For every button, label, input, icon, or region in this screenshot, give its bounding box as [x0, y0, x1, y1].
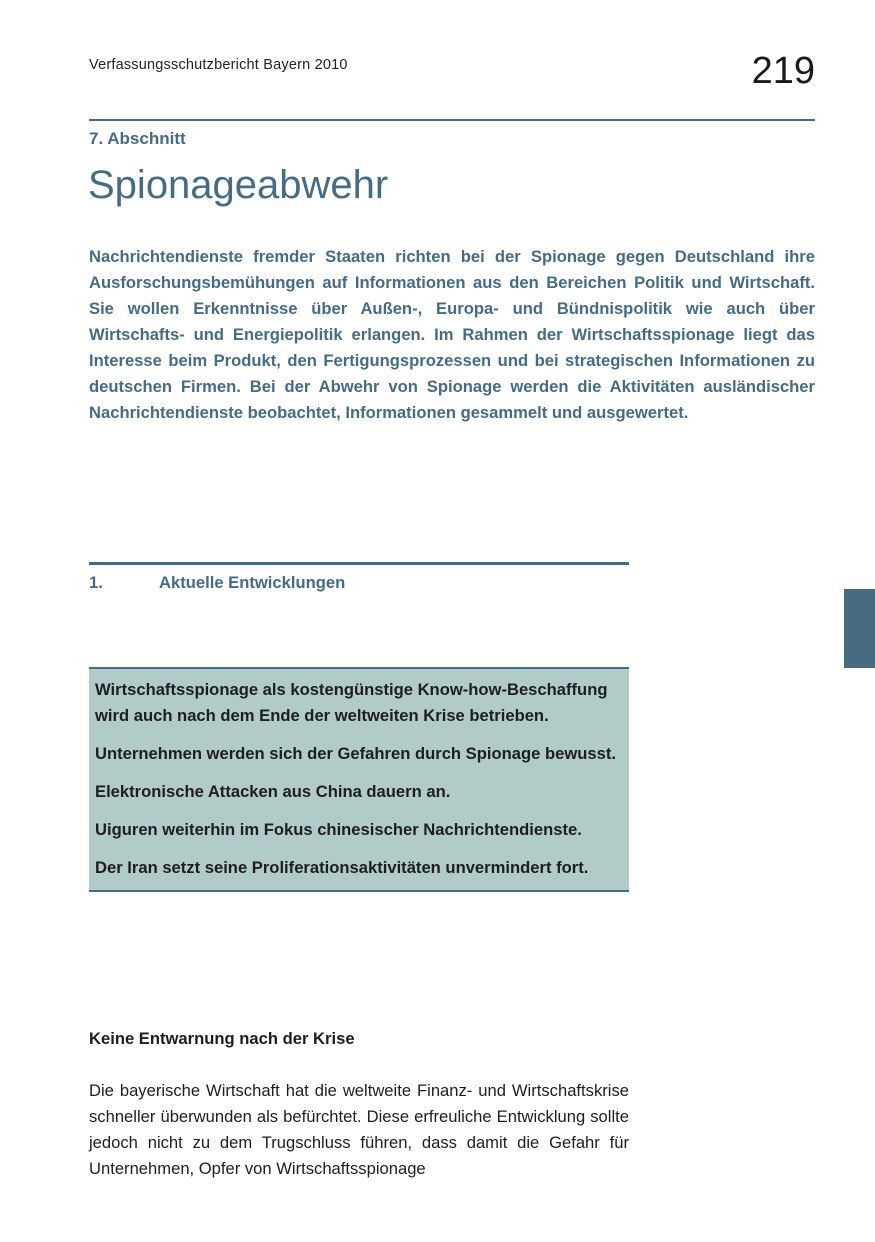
summary-point: Wirtschaftsspionage als kostengünstige Know-how-Beschaffung wird auch nach dem Ende der weltweiten Krise betrieben.: [95, 680, 608, 725]
subsection-title: Aktuelle Entwicklungen: [159, 573, 346, 592]
subsection-rule: [89, 562, 629, 565]
summary-point: Uiguren weiterhin im Fokus chinesischer Nachrichtendienste.: [95, 820, 582, 839]
chapter-title: Spionageabwehr: [88, 163, 389, 207]
summary-point: Elektronische Attacken aus China dauern an.: [95, 782, 451, 801]
section-label: 7. Abschnitt: [89, 129, 186, 148]
page-number: 219: [751, 50, 815, 92]
header-rule: [89, 119, 815, 121]
chapter-side-tab: [844, 589, 875, 668]
summary-point: Der Iran setzt seine Proliferationsaktivitäten unvermindert fort.: [95, 858, 589, 877]
body-paragraph: Die bayerische Wirtschaft hat die weltweite Finanz- und Wirtschaftskrise schneller überwunden als befürchtet. Diese erfreuliche Entwicklung sollte jedoch nicht zu dem Trugschluss führen, dass damit die Gefahr für Unternehmen, Opfer von Wirtschaftsspionage: [89, 1081, 629, 1178]
lead-paragraph: Nachrichtendienste fremder Staaten richten bei der Spionage gegen Deutschland ihre Ausforschungsbemühungen auf Informationen aus den Bereichen Politik und Wirtschaft. Sie wollen Erkenntnisse über Außen-, Europa- und Bündnispolitik wie auch über Wirtschafts- und Energiepolitik erlangen. Im Rahmen der Wirtschaftsspionage liegt das Interesse beim Produkt, den Fertigungsprozessen und bei strategischen Informationen zu deutschen Firmen. Bei der Abwehr von Spionage werden die Aktivitäten ausländischer Nachrichtendienste beobachtet, Informationen gesammelt und ausgewertet.: [89, 247, 815, 422]
summary-box: [89, 667, 629, 892]
subsection-number: 1.: [89, 573, 103, 592]
running-header: Verfassungsschutzbericht Bayern 2010: [89, 57, 348, 73]
summary-point: Unternehmen werden sich der Gefahren durch Spionage bewusst.: [95, 744, 616, 763]
body-heading: Keine Entwarnung nach der Krise: [89, 1029, 355, 1048]
